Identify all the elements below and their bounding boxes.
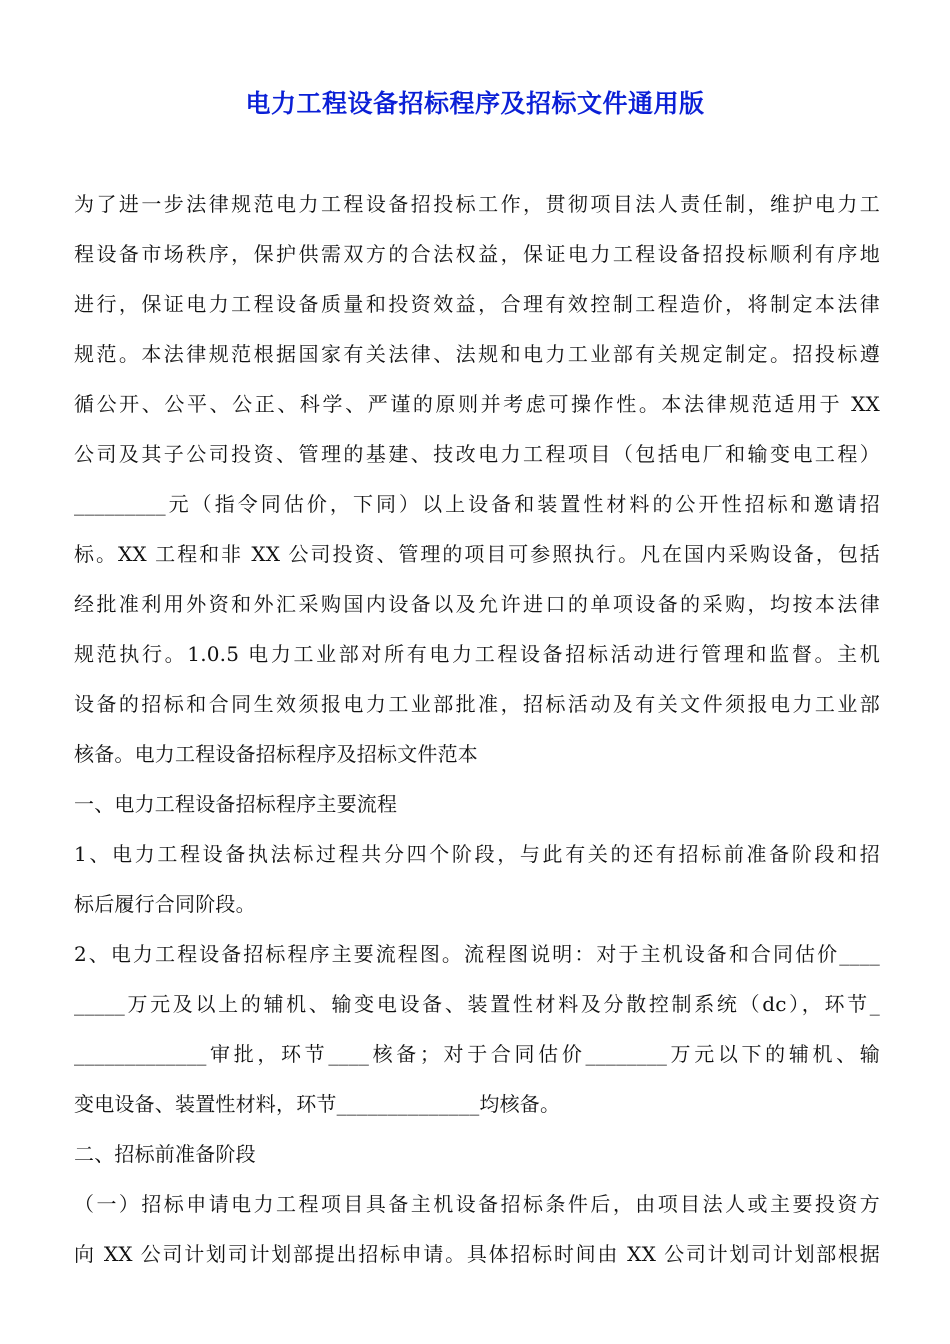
paragraph-line: 核备。电力工程设备招标程序及招标文件范本: [74, 742, 478, 766]
paragraph-line: 2、电力工程设备招标程序主要流程图。流程图说明：对于主机设备和合同估价____: [74, 942, 880, 966]
document-title: 电力工程设备招标程序及招标文件通用版: [245, 89, 705, 118]
paragraph-line: 标后履行合同阶段。: [74, 892, 256, 916]
paragraph-line: 规范执行。1.0.5 电力工业部对所有电力工程设备招标活动进行管理和监督。主机: [74, 642, 880, 666]
paragraph-line: 循公开、公平、公正、科学、严谨的原则并考虑可操作性。本法律规范适用于 XX: [74, 392, 880, 416]
paragraph-line: 向 XX 公司计划司计划部提出招标申请。具体招标时间由 XX 公司计划司计划部根据: [74, 1242, 880, 1266]
paragraph-line: 进行，保证电力工程设备质量和投资效益，合理有效控制工程造价，将制定本法律: [74, 292, 880, 316]
paragraph-line: （一）招标申请电力工程项目具备主机设备招标条件后，由项目法人或主要投资方: [74, 1192, 880, 1216]
section-heading: 一、电力工程设备招标程序主要流程: [74, 792, 398, 816]
paragraph-line: _____万元及以上的辅机、输变电设备、装置性材料及分散控制系统（dc），环节_: [74, 992, 880, 1016]
paragraph-line: 经批准利用外资和外汇采购国内设备以及允许进口的单项设备的采购，均按本法律: [74, 592, 880, 616]
paragraph-line: 公司及其子公司投资、管理的基建、技改电力工程项目（包括电厂和输变电工程）: [74, 442, 880, 466]
paragraph-line: 标。XX 工程和非 XX 公司投资、管理的项目可参照执行。凡在国内采购设备，包括: [74, 542, 880, 566]
paragraph-line: 规范。本法律规范根据国家有关法律、法规和电力工业部有关规定制定。招投标遵: [74, 342, 880, 366]
paragraph-line: 变电设备、装置性材料，环节______________均核备。: [74, 1092, 561, 1116]
paragraph-line: 为了进一步法律规范电力工程设备招投标工作，贯彻项目法人责任制，维护电力工: [74, 192, 880, 216]
paragraph-line: 1、电力工程设备执法标过程共分四个阶段，与此有关的还有招标前准备阶段和招: [74, 842, 880, 866]
paragraph-line: _____________审批，环节____核备；对于合同估价________万元以下的辅机、输: [74, 1042, 880, 1066]
paragraph-line: 设备的招标和合同生效须报电力工业部批准，招标活动及有关文件须报电力工业部: [74, 692, 880, 716]
paragraph-line: _________元（指令同估价，下同）以上设备和装置性材料的公开性招标和邀请招: [74, 492, 880, 516]
paragraph-line: 程设备市场秩序，保护供需双方的合法权益，保证电力工程设备招投标顺利有序地: [74, 242, 880, 266]
section-heading: 二、招标前准备阶段: [74, 1142, 256, 1166]
